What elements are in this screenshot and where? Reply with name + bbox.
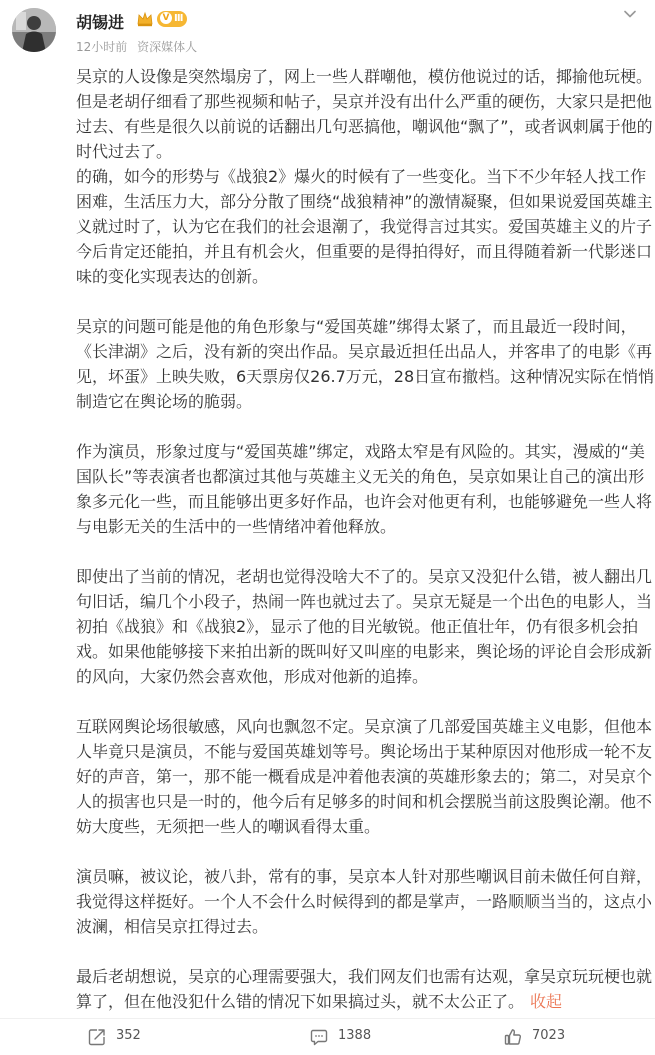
post-header [0,0,655,64]
post-text-line: 吴京的问题可能是他的角色形象与“爱国英雄”绑得太紧了，而且最近一段时间， [76,317,637,336]
post-text-line: 吴京的人设像是突然塌房了，网上一些人群嘲他，模仿他说过的话，揶揄他玩梗。 [76,67,653,86]
post-text-line: 好的声音，第一，那不能一概看成是冲着他表演的英雄形象去的；第二，对吴京个 [76,767,653,786]
comment-count: 1388 [338,1028,372,1043]
crown-icon [136,10,154,28]
post-text-line: 象多元化一些，而且能够出更多好作品，也许会对他更有利，也能够避免一些人将 [76,492,653,511]
post-text-line: 波澜，相信吴京扛得过去。 [76,917,269,936]
post-paragraph [76,439,653,539]
collapse-link[interactable]: 收起 [530,992,563,1011]
post-paragraph [76,714,653,839]
post-time: 12小时前 [76,40,128,54]
post-text-line: 初拍《战狼》和《战狼2》，显示了他的目光敏锐。他正值壮年，仍有很多机会拍 [76,617,639,636]
post-text-line: 过去、有些是很久以前说的话翻出几句恶搞他，嘲讽他“飘了”，或者讽刺属于他的 [76,117,653,136]
chevron-down-icon[interactable] [622,6,638,22]
post-text-line-last [76,989,648,1014]
post-text-line: 互联网舆论场很敏感，风向也飘忽不定。吴京演了几部爱国英雄主义电影，但他本 [76,717,653,736]
post-text-line: 作为演员，形象过度与“爱国英雄”绑定，戏路太窄是有风险的。其实，漫威的“美 [76,442,645,461]
like-count: 7023 [532,1028,566,1043]
author-name[interactable]: 胡锡进 [76,13,125,32]
post-text-line: 人毕竟只是演员，不能与爱国英雄划等号。舆论场出于某种原因对他形成一轮不友 [76,742,653,761]
avatar[interactable] [12,8,56,52]
post-text-line: 最后老胡想说，吴京的心理需要强大，我们网友们也需有达观，拿吴京玩玩梗也就 [76,967,653,986]
post-text-line: 见，坏蛋》上映失败，6天票房仅26.7万元，28日宣布撤档。这种情况实际在悄悄 [76,367,655,386]
like-icon [504,1028,522,1046]
post-text-line: 义就过时了，认为它在我们的社会退潮了，我觉得言过其实。爱国英雄主义的片子 [76,217,653,236]
comment-icon [310,1028,328,1046]
post-text-line: 即使出了当前的情况，老胡也觉得没啥大不了的。吴京又没犯什么错，被人翻出几 [76,567,653,586]
post-text-line: 我觉得这样挺好。一个人不会什么时候得到的都是掌声，一路顺顺当当的，这点小 [76,892,653,911]
post-text-line: 困难，生活压力大，部分分散了围绕“战狼精神”的激情凝聚，但如果说爱国英雄主 [76,192,653,211]
verified-badge-level: Ⅲ [174,13,184,24]
author-tag: 资深媒体人 [137,40,198,54]
post-text-line: 人的损害也只是一时的，他今后有足够多的时间和机会摆脱当前这股舆论潮。他不 [76,792,653,811]
post-text-line: 国队长”等表演者也都演过其他与英雄主义无关的角色，吴京如果让自己的演出形 [76,467,645,486]
post-text-line: 妨大度些，无须把一些人的嘲讽看得太重。 [76,817,381,836]
action-bar [0,1018,655,1055]
share-icon [88,1028,106,1046]
post-paragraph [76,64,653,289]
share-count: 352 [116,1028,141,1043]
post-text-line: 但是老胡仔细看了那些视频和帖子，吴京并没有出什么严重的硬伤，大家只是把他 [76,92,653,111]
post-meta [76,38,197,55]
post-content [76,64,655,1039]
post-text-line: 与电影无关的生活中的一些情绪冲着他释放。 [76,517,397,536]
post-paragraph [76,964,653,1014]
post-text-line: 的风向，大家仍然会喜欢他，形成对他新的追捧。 [76,667,429,686]
post-text-line: 的确，如今的形势与《战狼2》爆火的时候有了一些变化。当下不少年轻人找工作 [76,167,647,186]
post-text-line: 《长津湖》之后，没有新的突出作品。吴京最近担任出品人，并客串了的电影《再 [76,342,653,361]
verified-badge: V Ⅲ [157,11,187,27]
post-text-line: 制造它在舆论场的脆弱。 [76,392,253,411]
avatar-photo [12,8,56,52]
post-text-line: 戏。如果他能够接下来拍出新的既叫好又叫座的电影来，舆论场的评论自会形成新 [76,642,653,661]
post-text-line: 演员嘛，被议论，被八卦，常有的事，吴京本人针对那些嘲讽目前未做任何自辩， [76,867,653,886]
post-paragraph [76,864,653,939]
post-text-line: 句旧话，编几个小段子，热闹一阵也就过去了。吴京无疑是一个出色的电影人，当 [76,592,653,611]
post-text-line: 算了，但在他没犯什么错的情况下如果搞过头，就不太公正了。 [76,992,525,1011]
post-paragraph [76,314,655,414]
post-text-line: 味的变化实现表达的创新。 [76,267,269,286]
post-text-line: 今后肯定还能拍，并且有机会火，但重要的是得拍得好，而且得随着新一代影迷口 [76,242,653,261]
post-paragraph [76,564,653,689]
post-text-line: 时代过去了。 [76,142,173,161]
